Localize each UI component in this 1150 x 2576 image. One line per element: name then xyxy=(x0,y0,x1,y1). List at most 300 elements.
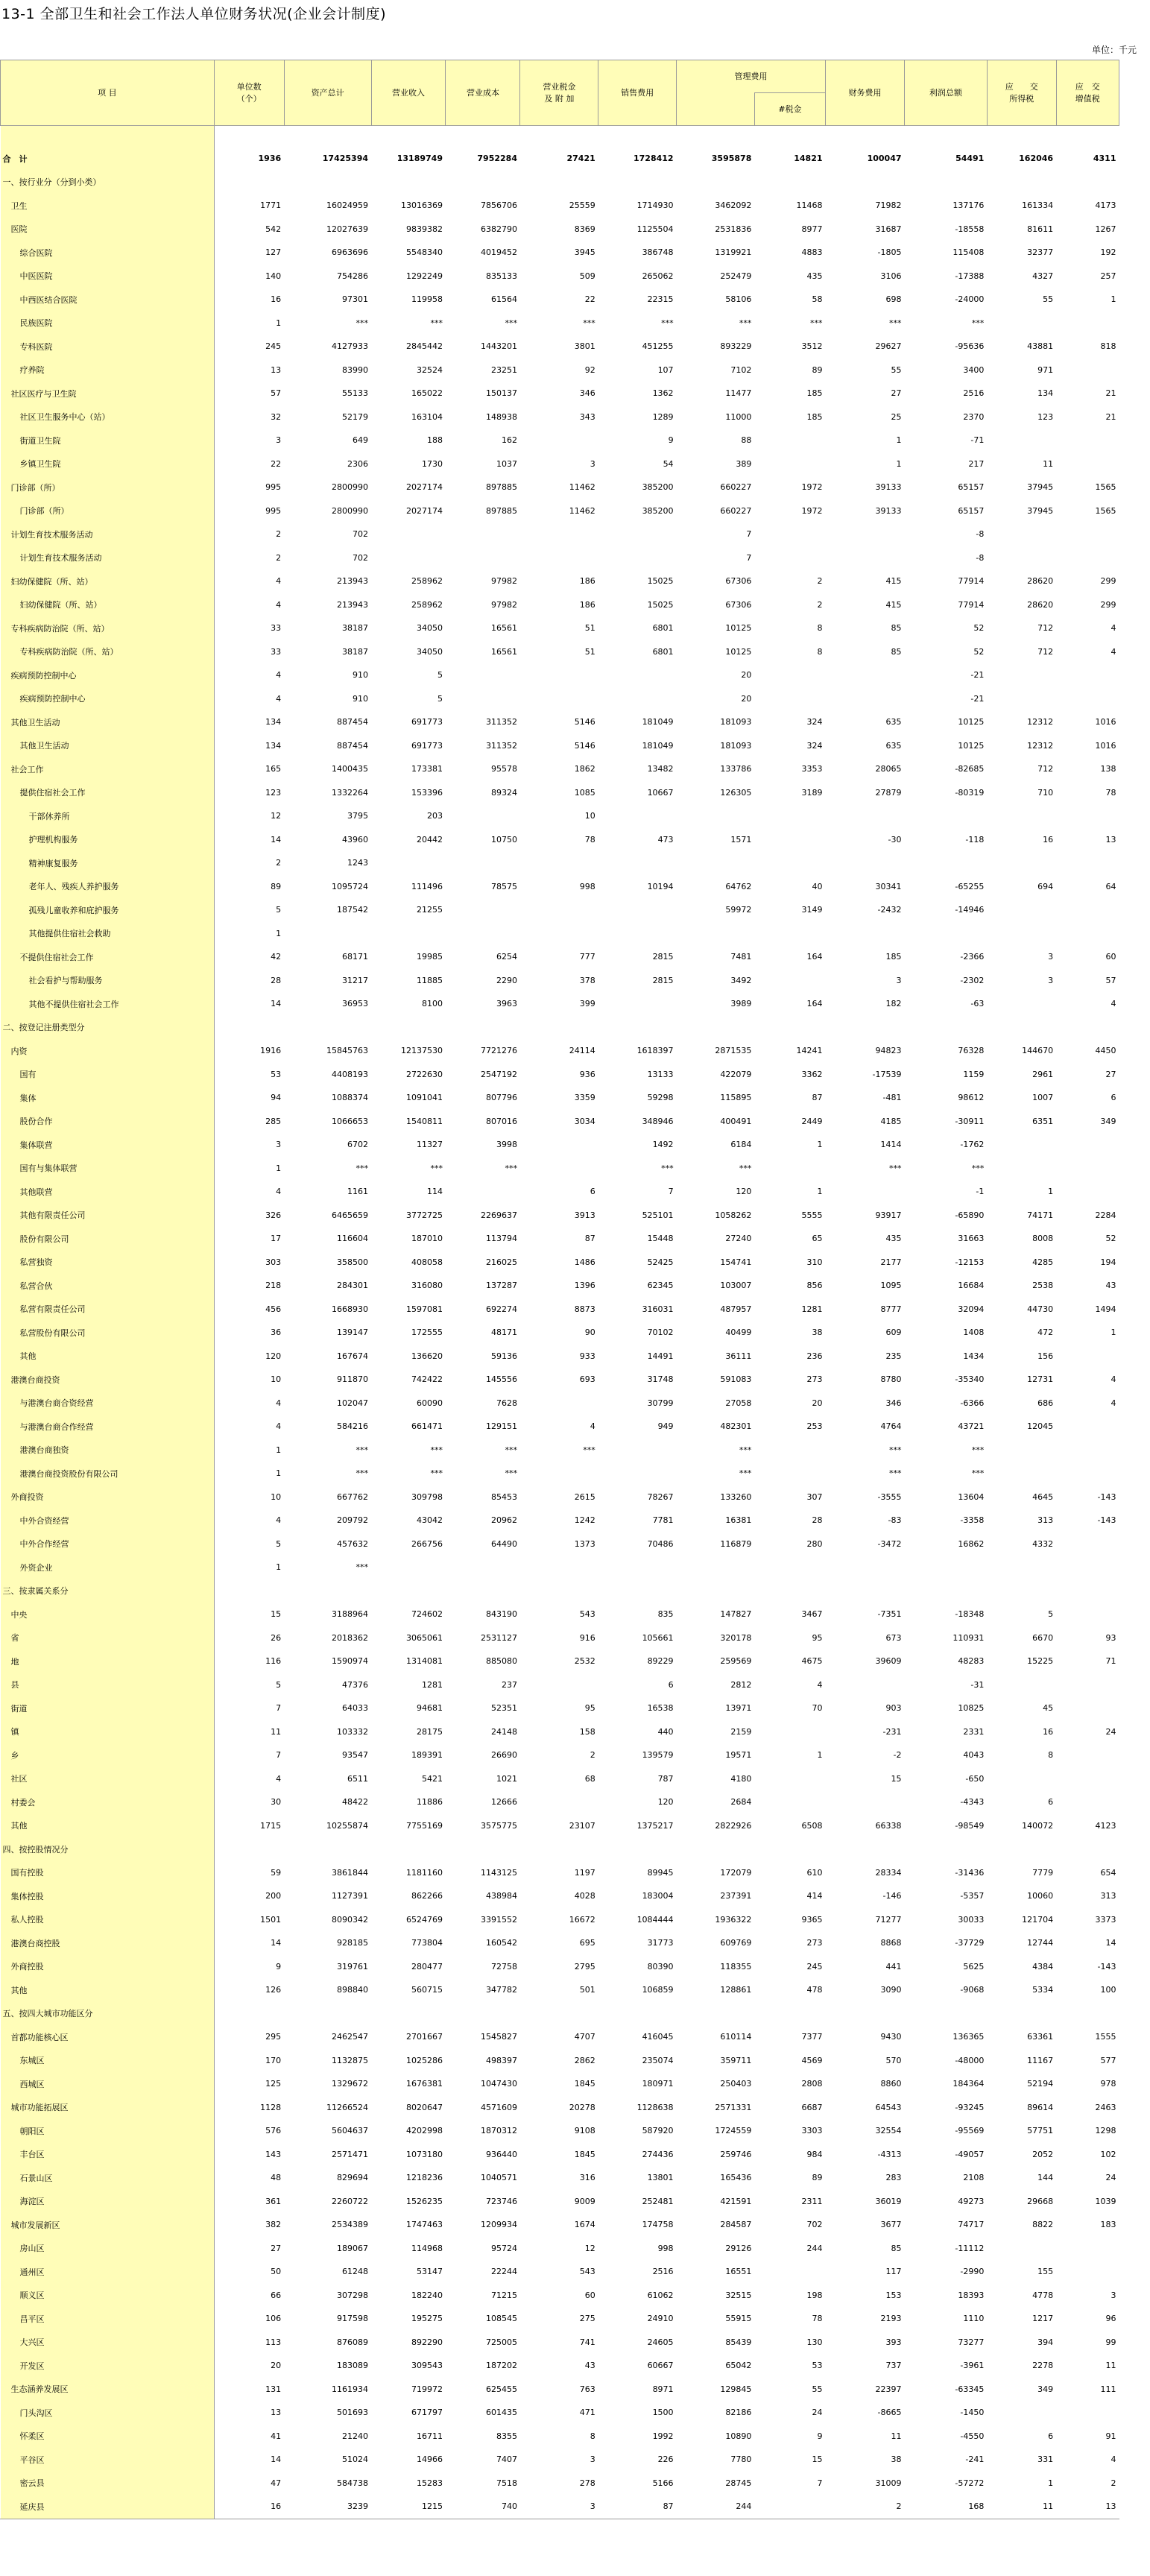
row-label: 开发区 xyxy=(1,2354,215,2378)
table-cell xyxy=(754,663,825,687)
table-cell: 182240 xyxy=(411,2290,443,2300)
table-cell xyxy=(754,851,825,875)
table-cell: 76328 xyxy=(958,1046,985,1056)
table-cell: 1714930 xyxy=(636,201,674,211)
table-cell: 754286 xyxy=(337,271,368,281)
table-cell: 161334 xyxy=(1022,201,1054,211)
table-cell: -63 xyxy=(970,999,985,1009)
table-cell: 236 xyxy=(806,1351,823,1361)
table-cell: 24 xyxy=(1105,2173,1116,2183)
table-row xyxy=(1,992,1119,1016)
table-cell: 8977 xyxy=(801,224,823,234)
table-cell xyxy=(754,429,825,452)
table-cell: *** xyxy=(971,1163,985,1173)
table-cell: 8020647 xyxy=(405,2102,443,2112)
table-cell xyxy=(987,1767,1056,1791)
table-cell: 116 xyxy=(265,1656,282,1667)
table-cell xyxy=(987,546,1056,570)
table-cell: -63345 xyxy=(955,2384,985,2394)
table-cell: 1016 xyxy=(1095,717,1116,727)
table-cell: 2531836 xyxy=(715,224,752,234)
table-cell: 93 xyxy=(1105,1632,1116,1643)
table-cell: *** xyxy=(739,1445,752,1455)
table-cell: 1159 xyxy=(963,1069,985,1079)
table-cell xyxy=(520,663,598,687)
table-cell: 274436 xyxy=(642,2149,674,2159)
table-cell: 22244 xyxy=(490,2267,517,2277)
table-cell: 763 xyxy=(579,2384,595,2394)
table-cell: 32094 xyxy=(958,1304,985,1314)
table-cell: 1676381 xyxy=(405,2079,443,2089)
table-cell xyxy=(1056,1696,1119,1720)
table-cell: 393 xyxy=(885,2337,902,2347)
table-cell: 213943 xyxy=(337,576,368,587)
table-cell: 577 xyxy=(1100,2055,1116,2065)
row-label: 平谷区 xyxy=(1,2448,215,2472)
table-cell: 134 xyxy=(265,740,282,751)
table-cell: 3106 xyxy=(880,271,902,281)
table-cell: 1 xyxy=(276,1468,282,1479)
table-cell: 2449 xyxy=(801,1116,823,1126)
row-label: 顺义区 xyxy=(1,2284,215,2308)
table-cell: 20 xyxy=(741,693,752,704)
table-cell xyxy=(1056,1532,1119,1556)
table-row xyxy=(1,1251,1119,1275)
table-row xyxy=(1,147,1119,171)
table-cell: -48000 xyxy=(955,2055,985,2065)
table-cell: 660227 xyxy=(720,505,752,516)
row-label: 社区卫生服务中心（站） xyxy=(1,405,215,429)
table-cell: 2815 xyxy=(652,952,674,962)
table-cell: 198 xyxy=(806,2290,823,2300)
table-cell: 415 xyxy=(885,599,902,610)
table-cell: 903 xyxy=(885,1703,902,1714)
table-cell xyxy=(754,1462,825,1486)
row-label: 综合医院 xyxy=(1,241,215,265)
table-cell: 1314081 xyxy=(405,1656,443,1667)
table-cell: 724602 xyxy=(411,1609,443,1620)
table-cell: 1292249 xyxy=(405,271,443,281)
row-label: 三、按隶属关系分 xyxy=(1,1579,215,1603)
row-label: 其他联营 xyxy=(1,1180,215,1204)
table-cell: 258962 xyxy=(411,599,443,610)
table-cell: 27 xyxy=(1105,1069,1116,1079)
table-cell: 39133 xyxy=(875,505,902,516)
table-cell: 316 xyxy=(579,2173,595,2183)
row-label: 私人控股 xyxy=(1,1908,215,1932)
table-cell: 1 xyxy=(896,458,902,469)
table-cell: 200 xyxy=(265,1891,282,1901)
table-cell: 48422 xyxy=(342,1797,368,1808)
table-cell: 189391 xyxy=(411,1750,443,1761)
table-cell: 28620 xyxy=(1027,576,1054,587)
table-cell: 216025 xyxy=(485,1257,517,1267)
table-cell: 11462 xyxy=(569,505,595,516)
table-cell: 129151 xyxy=(485,1421,517,1432)
table-cell: 172555 xyxy=(411,1328,443,1338)
table-cell: 310 xyxy=(806,1257,823,1267)
table-cell: 1095724 xyxy=(332,881,368,891)
table-cell: 5 xyxy=(437,670,443,681)
table-cell: 385200 xyxy=(642,505,674,516)
table-cell: 319761 xyxy=(337,1961,368,1972)
header-tax-surcharge: 营业税金 及 附 加 xyxy=(520,60,598,126)
table-cell xyxy=(371,2002,446,2026)
table-cell: 893229 xyxy=(720,341,752,352)
table-cell xyxy=(1056,663,1119,687)
table-cell xyxy=(284,126,371,148)
table-cell: 10125 xyxy=(725,646,752,657)
table-cell: 15283 xyxy=(416,2478,443,2488)
table-cell: -31436 xyxy=(955,1867,985,1878)
table-cell: 150137 xyxy=(485,388,517,399)
table-cell: 194 xyxy=(1100,1257,1116,1267)
table-cell xyxy=(520,171,598,195)
table-cell: 12027639 xyxy=(326,224,368,234)
table-cell: 38187 xyxy=(342,623,368,634)
table-cell: 96 xyxy=(1105,2314,1116,2324)
table-cell: 119958 xyxy=(411,294,443,305)
table-cell xyxy=(754,804,825,828)
table-cell: 24910 xyxy=(647,2314,674,2324)
table-cell: 45 xyxy=(1043,1703,1054,1714)
table-cell: 346 xyxy=(885,1398,902,1408)
finance-table xyxy=(0,60,1119,2519)
row-label: 社会看护与帮助服务 xyxy=(1,969,215,993)
table-cell: 29668 xyxy=(1027,2196,1054,2206)
table-cell: 1084444 xyxy=(636,1914,674,1925)
table-cell xyxy=(214,1579,284,1603)
header-mgmt-blank xyxy=(677,93,755,126)
table-cell: 13801 xyxy=(647,2173,674,2183)
table-cell: 408058 xyxy=(411,1257,443,1267)
table-cell: 2701667 xyxy=(405,2032,443,2042)
table-row xyxy=(1,2119,1119,2143)
table-cell xyxy=(987,523,1056,546)
row-label: 东城区 xyxy=(1,2049,215,2073)
table-cell: *** xyxy=(356,318,368,328)
table-cell: 2463 xyxy=(1095,2102,1116,2112)
table-cell: 1073180 xyxy=(405,2149,443,2159)
table-cell: 1215 xyxy=(421,2501,443,2512)
table-cell xyxy=(446,171,520,195)
table-cell: 89614 xyxy=(1027,2102,1054,2112)
table-cell: 136365 xyxy=(952,2032,985,2042)
row-label: 其他 xyxy=(1,1814,215,1838)
table-cell: 162046 xyxy=(1019,154,1054,164)
table-cell: 584738 xyxy=(337,2478,368,2488)
table-cell: 1486 xyxy=(574,1257,595,1267)
table-cell: 1715 xyxy=(260,1820,282,1831)
table-cell xyxy=(598,1462,677,1486)
table-cell: 8780 xyxy=(880,1374,902,1385)
table-cell xyxy=(754,828,825,852)
table-cell: *** xyxy=(356,1562,368,1573)
table-cell: 153396 xyxy=(411,787,443,798)
table-cell: 978 xyxy=(1100,2079,1116,2089)
table-cell: 3801 xyxy=(574,341,595,352)
table-row xyxy=(1,1837,1119,1861)
table-cell: 257 xyxy=(1100,271,1116,281)
row-label: 干部休养所 xyxy=(1,804,215,828)
table-cell: 361 xyxy=(265,2196,282,2206)
table-cell: 14 xyxy=(271,1938,282,1948)
table-cell xyxy=(826,804,905,828)
table-cell: 173381 xyxy=(411,764,443,774)
table-row xyxy=(1,1204,1119,1228)
table-cell xyxy=(826,126,905,148)
table-cell xyxy=(826,1556,905,1579)
table-cell: 2531127 xyxy=(480,1632,517,1643)
row-label: 地 xyxy=(1,1650,215,1673)
table-cell: 14 xyxy=(271,999,282,1009)
table-cell: 10125 xyxy=(725,623,752,634)
table-cell: 3 xyxy=(590,2501,595,2512)
table-cell: 36111 xyxy=(725,1351,752,1361)
table-cell: 58 xyxy=(812,294,823,305)
table-cell xyxy=(598,804,677,828)
table-row xyxy=(1,1931,1119,1955)
table-row xyxy=(1,1908,1119,1932)
table-cell: 43721 xyxy=(958,1421,985,1432)
table-cell: 181093 xyxy=(720,740,752,751)
table-cell: 421591 xyxy=(720,2196,752,2206)
table-row xyxy=(1,499,1119,523)
table-cell: 1281 xyxy=(421,1679,443,1690)
row-label: 疾病预防控制中心 xyxy=(1,663,215,687)
table-cell: 2284 xyxy=(1095,1210,1116,1220)
table-cell: 23107 xyxy=(569,1820,595,1831)
table-cell: -9068 xyxy=(960,1985,985,1995)
table-row xyxy=(1,265,1119,288)
row-label: 疾病预防控制中心 xyxy=(1,687,215,711)
table-cell: 181049 xyxy=(642,717,674,727)
table-cell: 702 xyxy=(353,552,368,563)
table-cell: 1039 xyxy=(1095,2196,1116,2206)
table-cell: 1 xyxy=(1048,2478,1054,2488)
table-cell xyxy=(598,687,677,711)
table-cell: 2 xyxy=(590,1750,595,1761)
table-cell: 31687 xyxy=(875,224,902,234)
table-cell: 37945 xyxy=(1027,482,1054,493)
row-label: 妇幼保健院（所、站） xyxy=(1,593,215,617)
table-cell: 27 xyxy=(271,2243,282,2253)
table-row xyxy=(1,171,1119,195)
table-cell: -231 xyxy=(882,1726,902,1737)
table-cell: 20278 xyxy=(569,2102,595,2112)
table-cell: 1555 xyxy=(1095,2032,1116,2042)
row-label: 门诊部（所） xyxy=(1,476,215,499)
table-cell: 52179 xyxy=(342,411,368,422)
table-cell xyxy=(1056,546,1119,570)
table-cell: 6 xyxy=(590,1187,595,1197)
table-cell: 378 xyxy=(579,975,595,985)
table-cell: 41 xyxy=(271,2431,282,2441)
table-cell: 30033 xyxy=(958,1914,985,1925)
table-cell: 876089 xyxy=(337,2337,368,2347)
table-cell: 5 xyxy=(437,693,443,704)
table-cell: 1095 xyxy=(880,1281,902,1291)
table-cell: 4043 xyxy=(963,1750,985,1761)
table-cell: -6366 xyxy=(960,1398,985,1408)
table-cell: 278 xyxy=(579,2478,595,2488)
table-cell: 5334 xyxy=(1032,1985,1054,1995)
table-cell: 72758 xyxy=(490,1961,517,1972)
table-row xyxy=(1,1673,1119,1697)
table-row xyxy=(1,1955,1119,1979)
table-cell xyxy=(677,1016,755,1040)
table-cell: 88 xyxy=(741,435,752,446)
table-row xyxy=(1,382,1119,405)
table-cell: 32 xyxy=(271,411,282,422)
table-cell: 89324 xyxy=(490,787,517,798)
table-cell: 2 xyxy=(1110,2478,1116,2488)
row-label: 其他提供住宿社会救助 xyxy=(1,922,215,946)
table-cell: 995 xyxy=(265,482,282,493)
table-cell: 3595878 xyxy=(711,154,752,164)
table-cell: 3677 xyxy=(880,2220,902,2230)
table-cell: 13016369 xyxy=(400,201,443,211)
table-cell xyxy=(446,1556,520,1579)
table-cell: 8 xyxy=(1048,1750,1054,1761)
table-cell xyxy=(987,2002,1056,2026)
table-cell: 137287 xyxy=(485,1281,517,1291)
table-cell: 15448 xyxy=(647,1234,674,1244)
table-row xyxy=(1,1650,1119,1673)
table-cell: 6670 xyxy=(1032,1632,1054,1643)
table-cell: 6524769 xyxy=(405,1914,443,1925)
row-label: 专科疾病防治院（所、站） xyxy=(1,640,215,664)
table-cell: 19985 xyxy=(416,952,443,962)
table-row xyxy=(1,2213,1119,2237)
table-cell: 1025286 xyxy=(405,2055,443,2065)
table-cell: 24 xyxy=(1105,1726,1116,1737)
table-cell: *** xyxy=(430,1163,443,1173)
table-cell: 245 xyxy=(806,1961,823,1972)
table-cell: 1 xyxy=(1110,1328,1116,1338)
table-cell: 1128 xyxy=(260,2102,282,2112)
table-cell: 14821 xyxy=(794,154,823,164)
table-cell: 7518 xyxy=(496,2478,517,2488)
table-cell: 2108 xyxy=(963,2173,985,2183)
table-cell xyxy=(446,898,520,922)
table-cell: 5548340 xyxy=(405,247,443,258)
table-cell: 673 xyxy=(885,1632,902,1643)
table-cell: 4 xyxy=(1110,623,1116,634)
table-cell: -481 xyxy=(882,1093,902,1103)
table-row xyxy=(1,2354,1119,2378)
table-cell: 478 xyxy=(806,1985,823,1995)
table-cell: 7952284 xyxy=(477,154,517,164)
table-cell: 4569 xyxy=(801,2055,823,2065)
table-cell xyxy=(371,1837,446,1861)
table-row xyxy=(1,288,1119,312)
table-cell: 4408193 xyxy=(332,1069,368,1079)
table-cell: 60 xyxy=(584,2290,595,2300)
table-row xyxy=(1,2284,1119,2308)
row-label: 大兴区 xyxy=(1,2331,215,2355)
table-cell: 59136 xyxy=(490,1351,517,1361)
table-cell: 235 xyxy=(885,1351,902,1361)
row-label: 村委会 xyxy=(1,1790,215,1814)
table-cell: 134 xyxy=(265,717,282,727)
table-cell: 9365 xyxy=(801,1914,823,1925)
table-cell: 30 xyxy=(271,1797,282,1808)
row-label: 与港澳台商合作经营 xyxy=(1,1415,215,1439)
table-cell: 1 xyxy=(1110,294,1116,305)
table-cell xyxy=(1056,1556,1119,1579)
table-cell xyxy=(1056,429,1119,452)
table-cell xyxy=(826,2002,905,2026)
table-cell: 324 xyxy=(806,717,823,727)
table-cell: 77914 xyxy=(958,599,985,610)
table-cell: -4343 xyxy=(960,1797,985,1808)
table-cell: 153 xyxy=(885,2290,902,2300)
table-cell: -241 xyxy=(965,2455,985,2465)
table-cell xyxy=(1056,1180,1119,1204)
table-row xyxy=(1,804,1119,828)
table-cell: 115895 xyxy=(720,1093,752,1103)
table-cell xyxy=(754,687,825,711)
header-revenue: 营业收入 xyxy=(371,60,446,126)
table-cell: -18558 xyxy=(955,224,985,234)
table-cell: 117 xyxy=(885,2267,902,2277)
table-cell: 1597081 xyxy=(405,1304,443,1314)
table-cell: 1618397 xyxy=(636,1046,674,1056)
table-cell: 702 xyxy=(806,2220,823,2230)
table-row xyxy=(1,687,1119,711)
table-cell: 2812 xyxy=(730,1679,752,1690)
table-row xyxy=(1,1626,1119,1650)
spacer-row xyxy=(1,126,1119,148)
table-cell: 283 xyxy=(885,2173,902,2183)
table-cell: 1730 xyxy=(421,458,443,469)
table-row xyxy=(1,2072,1119,2096)
table-cell xyxy=(520,922,598,946)
table-cell: 829694 xyxy=(337,2173,368,2183)
table-cell: 55 xyxy=(891,364,902,375)
table-cell xyxy=(987,663,1056,687)
header-sales-expense: 销售费用 xyxy=(598,60,677,126)
table-cell: 16711 xyxy=(416,2431,443,2441)
table-cell: 32524 xyxy=(416,364,443,375)
table-cell: 20 xyxy=(812,1398,823,1408)
table-cell: 576 xyxy=(265,2126,282,2136)
table-cell: 1870312 xyxy=(480,2126,517,2136)
table-cell: 1845 xyxy=(574,2149,595,2159)
table-cell: 773804 xyxy=(411,1938,443,1948)
table-cell: 6184 xyxy=(730,1140,752,1150)
table-cell xyxy=(520,898,598,922)
table-cell: 244 xyxy=(806,2243,823,2253)
table-cell: 1088374 xyxy=(332,1093,368,1103)
table-row xyxy=(1,1345,1119,1368)
table-cell: 7407 xyxy=(496,2455,517,2465)
table-cell: 1125504 xyxy=(636,224,674,234)
table-cell: 1500 xyxy=(652,2408,674,2418)
table-cell xyxy=(1056,359,1119,382)
table-cell xyxy=(754,1790,825,1814)
table-cell xyxy=(446,1016,520,1040)
table-cell: 53 xyxy=(812,2361,823,2371)
table-cell: 712 xyxy=(1037,623,1054,634)
table-cell: 7 xyxy=(276,1750,282,1761)
table-cell: 3303 xyxy=(801,2126,823,2136)
row-label: 与港澳台商合资经营 xyxy=(1,1392,215,1415)
table-cell: -8 xyxy=(976,552,985,563)
table-cell: 61564 xyxy=(490,294,517,305)
table-cell: 609769 xyxy=(720,1938,752,1948)
